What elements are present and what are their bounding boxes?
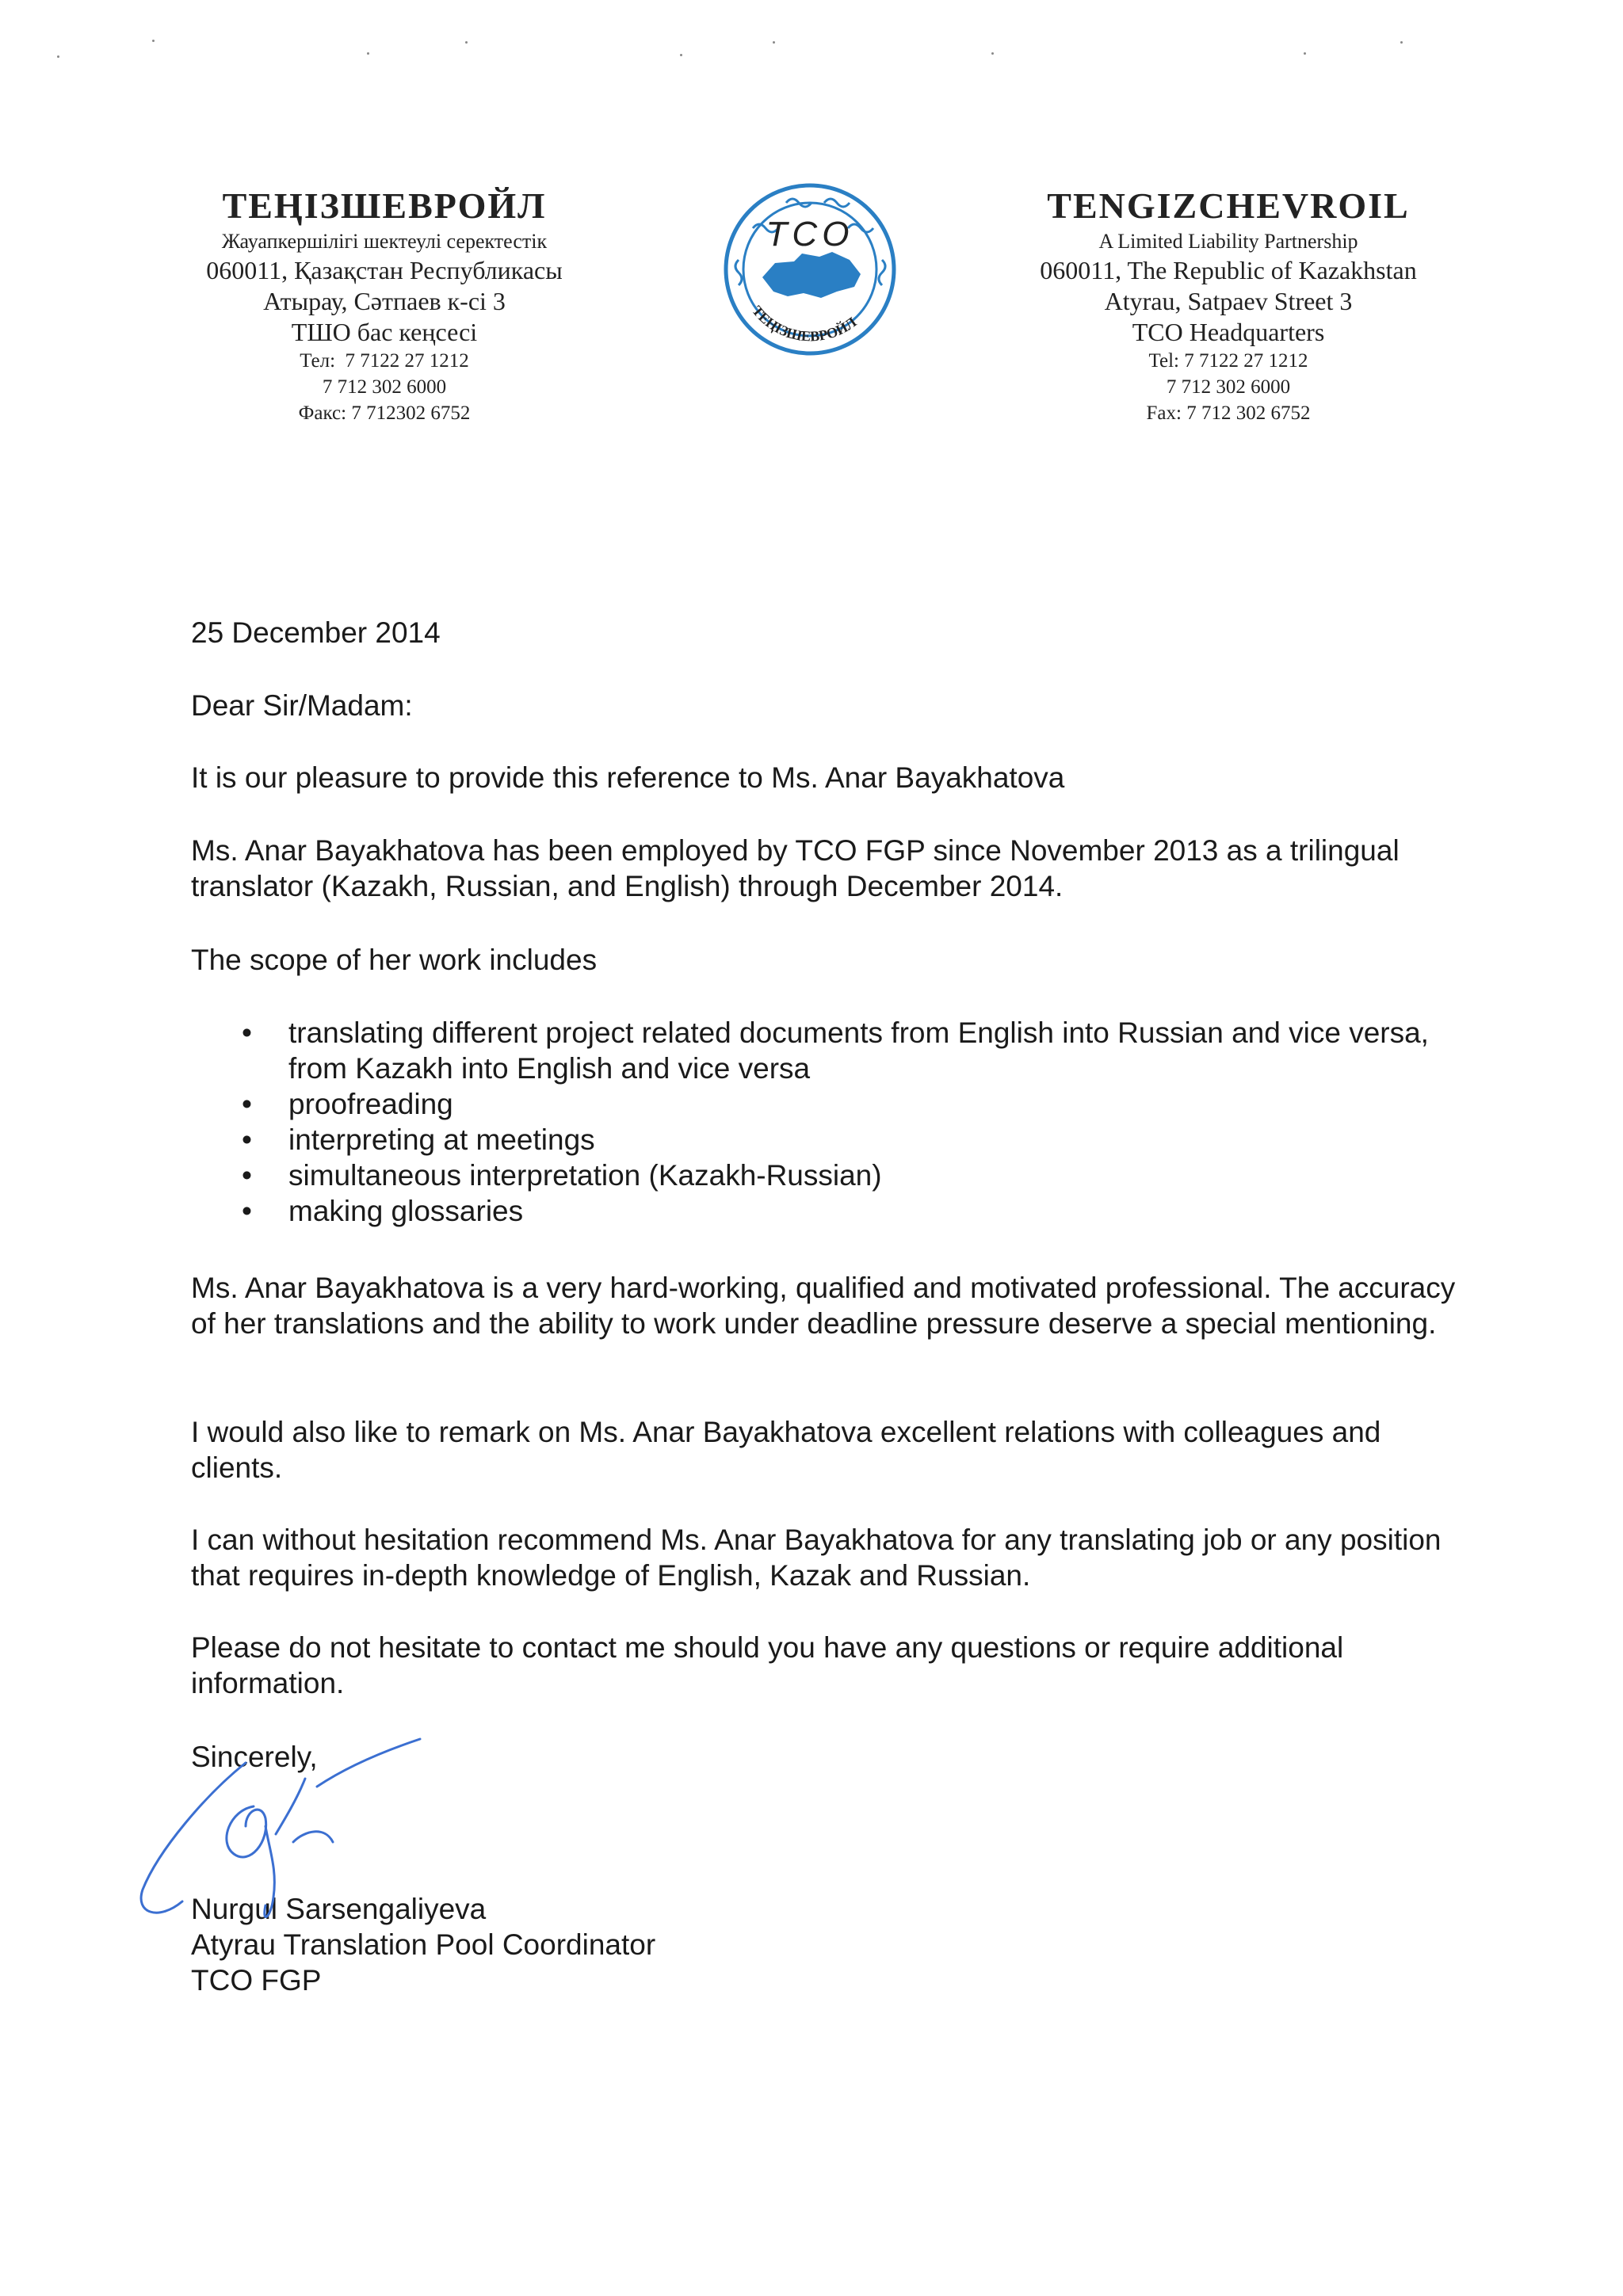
list-item <box>191 1015 1475 1086</box>
contact-paragraph: Please do not hesitate to contact me should you have any questions or require additional information. <box>191 1631 1344 1699</box>
company-name-kazakh: ТЕҢІЗШЕВРОЙЛ <box>222 185 547 226</box>
address-line1-english: 060011, The Republic of Kazakhstan <box>1040 256 1417 284</box>
company-name-english: TENGIZCHEVROIL <box>1047 185 1410 226</box>
list-item <box>191 1122 1475 1158</box>
letterhead-english <box>987 184 1470 426</box>
tel1-number-english: 7 7122 27 1212 <box>1184 350 1308 372</box>
bullet-icon: • <box>242 1088 252 1120</box>
praise-paragraph: Ms. Anar Bayakhatova is a very hard-working, qualified and motivated professional. The accuracy of her translations and the ability to work under deadline pressure deserve a special mentioning. <box>191 1272 1456 1340</box>
relations-paragraph: I would also like to remark on Ms. Anar Bayakhatova excellent relations with colleagues and clients. <box>191 1416 1381 1484</box>
signer-title: Atyrau Translation Pool Coordinator <box>191 1928 656 1961</box>
list-item <box>191 1158 1475 1193</box>
letterhead-kazakh <box>143 184 626 426</box>
tel1-english <box>987 348 1470 374</box>
address-line2-english: Atyrau, Satpaev Street 3 <box>1104 287 1353 315</box>
handwritten-signature <box>135 1731 436 1937</box>
employment-paragraph: Ms. Anar Bayakhatova has been employed by TCO FGP since November 2013 as a trilingual translator (Kazakh, Russian, and English) through December 2014. <box>191 834 1400 902</box>
tel2-english: 7 712 302 6000 <box>1166 376 1291 398</box>
logo-ring-text: ТЕҢІЗШЕВРОЙЛ <box>749 303 860 345</box>
duty-text: interpreting at meetings <box>288 1123 595 1156</box>
fax-label-english: Fax: <box>1146 402 1182 424</box>
tel-label-kazakh: Тел: <box>300 350 336 372</box>
intro-paragraph: It is our pleasure to provide this reference to Ms. Anar Bayakhatova <box>191 761 1065 794</box>
duty-text: simultaneous interpretation (Kazakh-Russian) <box>288 1159 882 1192</box>
list-item <box>191 1193 1475 1229</box>
duty-text: translating different project related documents from English into Russian and vice versa, from Kazakh into English and vice versa <box>288 1016 1429 1085</box>
fax-english <box>987 400 1470 426</box>
duty-text: making glossaries <box>288 1195 524 1227</box>
tco-logo-icon <box>721 181 899 359</box>
office-kazakh: ТШО бас кеңсесі <box>291 318 478 346</box>
signer-name: Nurgul Sarsengaliyeva <box>191 1893 487 1925</box>
bullet-icon: • <box>242 1195 252 1227</box>
fax-kazakh <box>143 400 626 426</box>
bullet-icon: • <box>242 1123 252 1156</box>
duties-list <box>191 1015 1475 1229</box>
tel1-kazakh <box>143 348 626 374</box>
signer-organization: TCO FGP <box>191 1964 322 1997</box>
logo-text: TCO <box>766 215 854 254</box>
tel1-number-kazakh: 7 7122 27 1212 <box>345 350 469 372</box>
address-line2-kazakh: Атырау, Сәтпаев к-сі 3 <box>263 287 506 315</box>
tel2-kazakh: 7 712 302 6000 <box>322 376 447 398</box>
bullet-icon: • <box>242 1016 252 1049</box>
closing: Sincerely, <box>191 1741 318 1773</box>
salutation: Dear Sir/Madam: <box>191 689 413 722</box>
address-line1-kazakh: 060011, Қазақстан Республикасы <box>206 256 563 284</box>
letter-date: 25 December 2014 <box>191 616 441 649</box>
fax-number-kazakh: 7 712302 6752 <box>351 402 471 424</box>
tel-label-english: Tel: <box>1148 350 1179 372</box>
duty-text: proofreading <box>288 1088 453 1120</box>
company-type-kazakh: Жауапкершілігі шектеулі серектестік <box>221 230 548 253</box>
company-type-english: A Limited Liability Partnership <box>1098 230 1358 253</box>
fax-label-kazakh: Факс: <box>298 402 347 424</box>
scope-intro: The scope of her work includes <box>191 944 598 976</box>
fax-number-english: 7 712 302 6752 <box>1186 402 1311 424</box>
office-english: TCO Headquarters <box>1132 318 1325 346</box>
bullet-icon: • <box>242 1159 252 1192</box>
list-item <box>191 1086 1475 1122</box>
recommendation-paragraph: I can without hesitation recommend Ms. Anar Bayakhatova for any translating job or any position that requires in-depth knowledge of English, Kazak and Russian. <box>191 1524 1442 1592</box>
